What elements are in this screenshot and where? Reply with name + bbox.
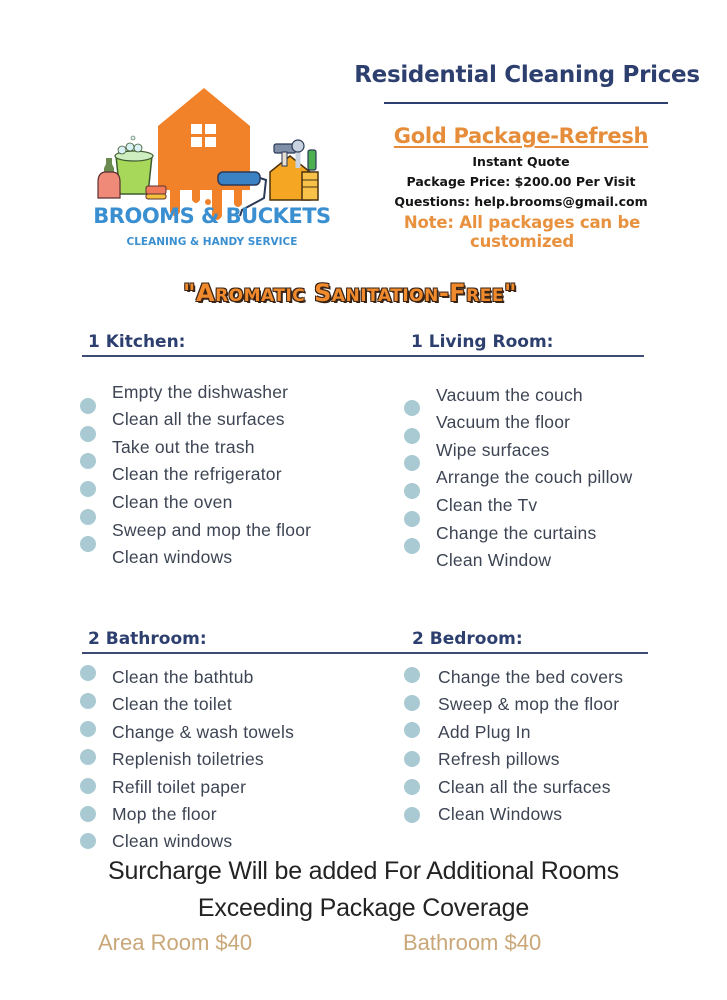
list-item: Wipe surfaces — [436, 440, 550, 460]
bullet-icon — [80, 833, 96, 849]
surcharge-notice-line1: Surcharge Will be added For Additional Rooms — [108, 857, 619, 885]
bullet-icon — [404, 722, 420, 738]
customization-note: Note: All packages can be customized — [403, 213, 641, 251]
list-item: Vacuum the couch — [436, 385, 583, 405]
bullet-icon — [80, 453, 96, 469]
bullet-icon — [404, 695, 420, 711]
slogan-banner: "Aromatic Sanitation-Free" — [182, 279, 517, 307]
quote-label: Instant Quote — [472, 154, 570, 169]
list-item: Clean windows — [112, 547, 233, 567]
bullet-icon — [404, 807, 420, 823]
bathroom-price: Bathroom $40 — [403, 930, 542, 955]
list-item: Clean the Tv — [436, 495, 538, 515]
section-heading-bedroom: 2 Bedroom: — [412, 629, 523, 649]
bullet-icon — [80, 481, 96, 497]
bullet-icon — [404, 400, 420, 416]
list-item: Change & wash towels — [112, 722, 295, 742]
list-item: Refresh pillows — [438, 749, 560, 769]
list-item: Clean the bathtub — [112, 667, 254, 687]
list-item: Empty the dishwasher — [112, 382, 289, 402]
bullet-icon — [80, 806, 96, 822]
section-divider-top — [82, 355, 644, 357]
bullet-icon — [404, 538, 420, 554]
package-name: Gold Package-Refresh — [393, 124, 649, 148]
list-item: Clean Windows — [438, 804, 563, 824]
bullet-icon — [80, 665, 96, 681]
list-item: Clean the oven — [112, 492, 233, 512]
list-item: Arrange the couch pillow — [436, 467, 633, 487]
bullet-icon — [404, 455, 420, 471]
bullet-icon — [80, 426, 96, 442]
bullet-icon — [80, 509, 96, 525]
area-room-price: Area Room $40 — [98, 930, 253, 955]
list-item: Clean all the surfaces — [112, 409, 285, 429]
list-item: Clean the toilet — [112, 694, 232, 714]
title-divider — [384, 102, 668, 104]
list-item: Sweep and mop the floor — [112, 520, 312, 540]
section-heading-living-room: 1 Living Room: — [411, 332, 554, 352]
list-item: Clean Window — [436, 550, 552, 570]
bullet-icon — [404, 483, 420, 499]
list-item: Mop the floor — [112, 804, 217, 824]
bullet-icon — [80, 778, 96, 794]
list-item: Take out the trash — [112, 437, 255, 457]
house-tools-illustration-icon — [92, 86, 332, 256]
bullet-icon — [404, 751, 420, 767]
list-item: Clean windows — [112, 831, 233, 851]
bullet-icon — [80, 398, 96, 414]
contact-email: Questions: help.brooms@gmail.com — [394, 194, 648, 209]
list-item: Add Plug In — [438, 722, 531, 742]
list-item: Vacuum the floor — [436, 412, 571, 432]
section-heading-kitchen: 1 Kitchen: — [88, 332, 186, 352]
list-item: Clean all the surfaces — [438, 777, 611, 797]
bullet-icon — [404, 667, 420, 683]
package-price: Package Price: $200.00 Per Visit — [406, 174, 636, 189]
bullet-icon — [80, 693, 96, 709]
bullet-icon — [404, 511, 420, 527]
list-item: Change the bed covers — [438, 667, 624, 687]
list-item: Sweep & mop the floor — [438, 694, 620, 714]
list-item: Replenish toiletries — [112, 749, 264, 769]
list-item: Clean the refrigerator — [112, 464, 282, 484]
company-logo — [92, 86, 332, 256]
bullet-icon — [80, 721, 96, 737]
bullet-icon — [80, 536, 96, 552]
section-heading-bathroom: 2 Bathroom: — [88, 629, 207, 649]
page-title: Residential Cleaning Prices — [354, 62, 700, 88]
bullet-icon — [404, 428, 420, 444]
logo-tagline: CLEANING & HANDY SERVICE — [126, 236, 298, 248]
bullet-icon — [404, 779, 420, 795]
bullet-icon — [80, 749, 96, 765]
list-item: Refill toilet paper — [112, 777, 247, 797]
surcharge-notice-line2: Exceeding Package Coverage — [197, 894, 530, 922]
list-item: Change the curtains — [436, 523, 597, 543]
logo-brand-name: BROOMS & BUCKETS — [93, 204, 331, 228]
section-divider-bottom — [82, 652, 648, 654]
